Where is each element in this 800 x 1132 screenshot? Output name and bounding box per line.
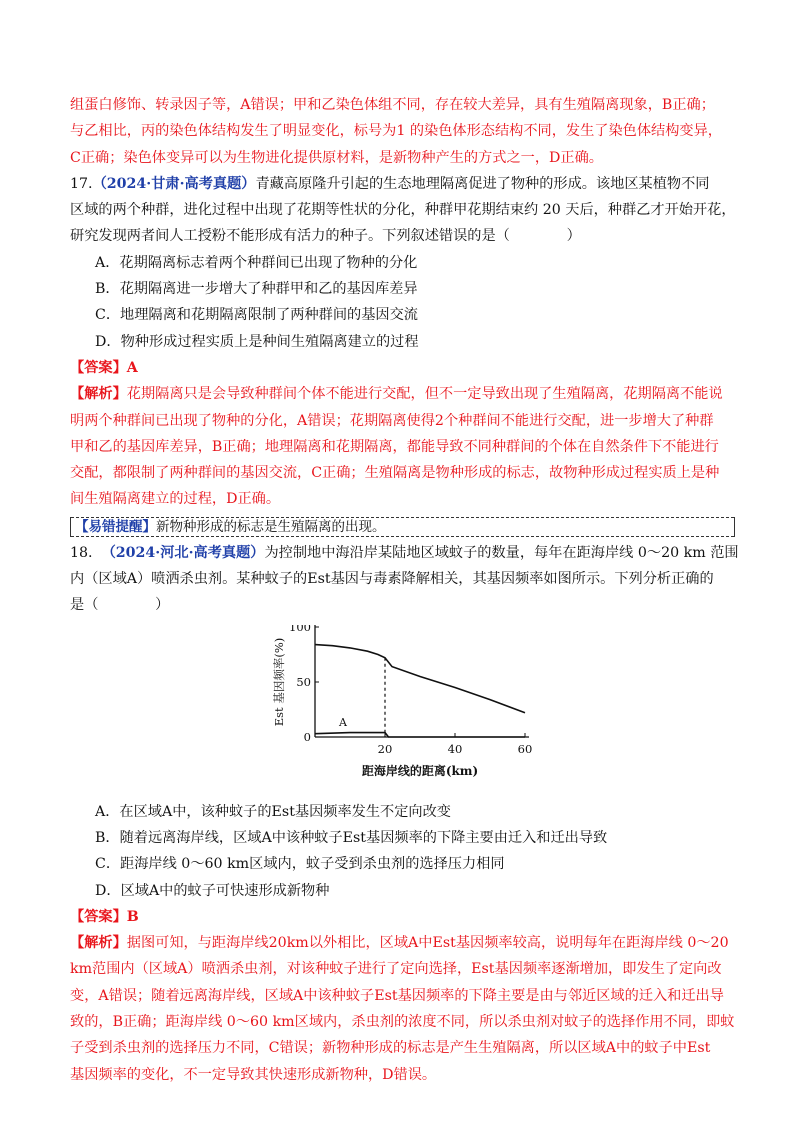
stem-line: 为控制地中海沿岸某陆地区域蚊子的数量，每年在距海岸线 0～20 km 范围: [264, 544, 739, 561]
answer-label: 【答案】: [70, 908, 127, 925]
answer: [70, 355, 735, 381]
question-number: 17.: [70, 175, 93, 192]
question-18: [70, 540, 739, 1088]
question-17: [70, 171, 735, 537]
series-line-1: [315, 644, 525, 712]
question-stem: [70, 540, 739, 566]
stem-line: 研究发现两者间人工授粉不能形成有活力的种子。下列叙述错误的是（ ）: [70, 228, 581, 245]
region-a-label: A: [339, 715, 347, 729]
x-tick-label: 20: [377, 741, 393, 756]
option-b: B．花期隔离进一步增大了种群甲和乙的基因库差异: [95, 281, 418, 298]
question-number: 18.: [70, 544, 93, 561]
explanation-line: 基因频率的变化，不一定导致其快速形成新物种，D错误。: [70, 1066, 437, 1083]
answer-value: B: [126, 908, 139, 925]
answer-label: 【答案】: [70, 359, 127, 376]
explanation-line: 变，A错误；随着远离海岸线，区域A中该种蚊子Est基因频率的下降主要是由与邻近区域的迁入和迁出导: [70, 987, 724, 1004]
explanation-label: 【解析】: [70, 386, 127, 403]
explanation-label: 【解析】: [70, 935, 127, 952]
explanation-line: [70, 381, 735, 407]
y-tick-label: 50: [296, 674, 311, 689]
explanation-line: 致的，B正确；距海岸线 0～60 km区域内，杀虫剂的浓度不同，所以杀虫剂对蚊子的选择作用不同，即蚊: [70, 1014, 735, 1031]
x-axis-label: 距海岸线的距离(km): [361, 763, 479, 778]
option-a: A．在区域A中，该种蚊子的Est基因频率发生不定向改变: [95, 803, 451, 820]
question-source: （2024·甘肃·高考真题）: [92, 175, 256, 192]
explanation-line: 甲和乙的基因库差异，B正确；地理隔离和花期隔离，都能导致不同种群间的个体在自然条件下不能进行: [70, 438, 719, 455]
stem-line: 区域的两个种群，进化过程中出现了花期等性状的分化，种群甲花期结束约 20 天后，种群乙才开始开花，: [70, 202, 736, 219]
explanation-line: km范围内（区域A）喷洒杀虫剂，对该种蚊子进行了定向选择，Est基因频率逐渐增加，即发生了定向改: [70, 961, 722, 978]
document-page: [70, 92, 739, 1088]
answer-value: A: [126, 359, 138, 376]
explanation-line: 子受到杀虫剂的选择压力不同，C错误；新物种形成的标志是产生生殖隔离，所以区域A中的蚊子中Est: [70, 1040, 711, 1057]
option-c: C．地理隔离和花期隔离限制了两种群间的基因交流: [95, 307, 418, 324]
series-line-2: [315, 732, 525, 736]
explanation-text: 据图可知，与距海岸线20km以外相比，区域A中Est基因频率较高，说明每年在距海岸线 0～20: [126, 935, 729, 952]
stem-line: 内（区域A）喷洒杀虫剂。某种蚊子的Est基因与毒素降解相关，其基因频率如图所示。下列分析正确的: [70, 571, 714, 588]
est-frequency-chart: [70, 625, 735, 795]
prev-explanation-line: 组蛋白修饰、转录因子等，A错误；甲和乙染色体组不同，存在较大差异，具有生殖隔离现象，B正确；: [70, 97, 715, 113]
answer: [70, 904, 735, 930]
error-tip-label: 【易错提醒】: [75, 518, 156, 535]
explanation-line: 间生殖隔离建立的过程，D正确。: [70, 491, 281, 508]
y-axis-label: Est 基因频率(%): [272, 637, 286, 726]
error-tip: [75, 517, 386, 537]
prev-explanation-line: C正确；染色体变异可以为生物进化提供原材料，是新物种产生的方式之一，D正确。: [70, 149, 603, 166]
chart-svg: [70, 625, 735, 795]
prev-explanation: [70, 92, 735, 171]
stem-line: 是（ ）: [70, 597, 170, 614]
explanation-line: [70, 930, 735, 956]
explanation-line: 交配，都限制了两种群间的基因交流，C正确；生殖隔离是物种形成的标志，故物种形成过程实质上是种: [70, 465, 720, 482]
x-tick-label: 60: [517, 741, 533, 756]
option-c: C．距海岸线 0～60 km区域内，蚊子受到杀虫剂的选择压力相同: [95, 856, 505, 873]
stem-line: 青藏高原隆升引起的生态地理隔离促进了物种的形成。该地区某植物不同: [255, 175, 710, 192]
option-d: D．物种形成过程实质上是种间生殖隔离建立的过程: [95, 333, 419, 350]
explanation-line: 明两个种群间已出现了物种的分化，A错误；花期隔离使得2个种群间不能进行交配，进一步增大了种群: [70, 412, 714, 429]
x-tick-label: 40: [447, 741, 463, 756]
error-tip-text: 新物种形成的标志是生殖隔离的出现。: [156, 518, 386, 535]
option-a: A．花期隔离标志着两个种群间已出现了物种的分化: [95, 254, 418, 271]
option-b: B．随着远离海岸线，区域A中该种蚊子Est基因频率的下降主要由迁入和迁出导致: [95, 829, 608, 846]
question-stem: [70, 171, 735, 197]
prev-explanation-line: 与乙相比，丙的染色体结构发生了明显变化，标号为1 的染色体形态结构不同，发生了染色体结构变异，: [70, 123, 722, 140]
question-source: （2024·河北·高考真题）: [101, 544, 265, 561]
error-tip-box: [70, 517, 735, 537]
y-tick-label: 0: [303, 729, 311, 744]
explanation-text: 花期隔离只是会导致种群间个体不能进行交配，但不一定导致出现了生殖隔离，花期隔离不能说: [126, 386, 723, 403]
y-tick-label: 100: [289, 624, 311, 634]
option-d: D．区域A中的蚊子可快速形成新物种: [95, 882, 330, 899]
